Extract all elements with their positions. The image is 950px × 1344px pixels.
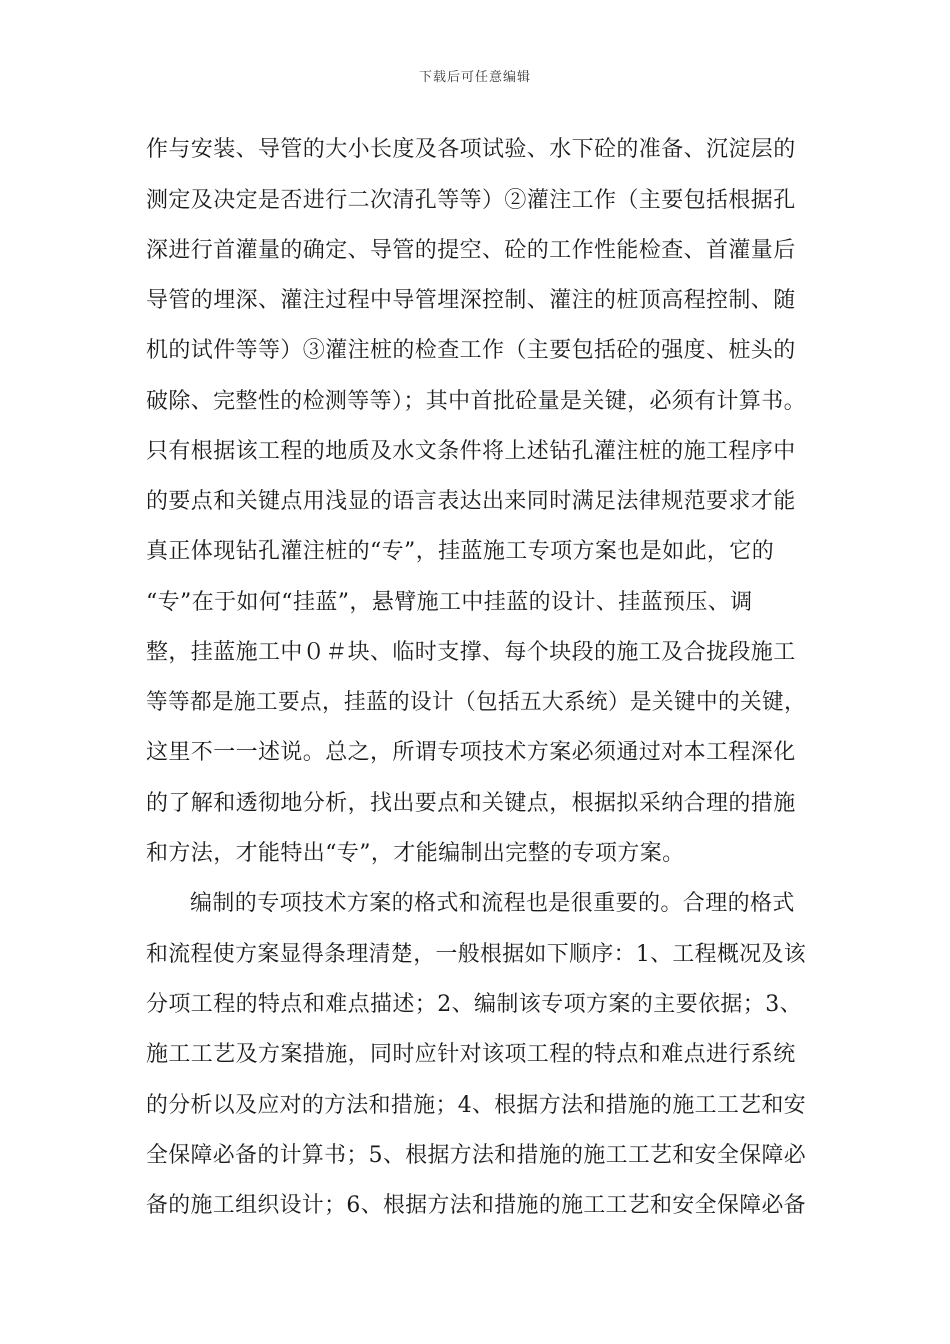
- page-header-note: 下载后可任意编辑: [418, 70, 531, 85]
- paragraph-1-line-14: 的了解和透彻地分析，找出要点和关键点，根据拟采纳合理的措施: [146, 791, 796, 816]
- paragraph-1-line-13: 这里不一一述说。总之，所谓专项技术方案必须通过对本工程深化: [146, 740, 796, 765]
- paragraph-1-line-9: 真正体现钻孔灌注桩的“专”，挂蓝施工专项方案也是如此，它的: [146, 539, 775, 564]
- paragraph-1-line-10: “专”在于如何“挂蓝”，悬臂施工中挂蓝的设计、挂蓝预压、调: [146, 590, 753, 615]
- paragraph-2-line-6: 全保障必备的计算书；5、根据方法和措施的施工工艺和安全保障必: [146, 1143, 807, 1168]
- paragraph-2-line-1: 编制的专项技术方案的格式和流程也是很重要的。合理的格式: [190, 891, 795, 916]
- paragraph-2-line-4: 施工工艺及方案措施，同时应针对该项工程的特点和难点进行系统: [146, 1042, 796, 1067]
- paragraph-1-line-1: 作与安装、导管的大小长度及各项试验、水下砼的准备、沉淀层的: [146, 137, 796, 162]
- paragraph-1-line-7: 只有根据该工程的地质及水文条件将上述钻孔灌注桩的施工程序中: [146, 439, 796, 464]
- paragraph-1-line-2: 测定及决定是否进行二次清孔等等）②灌注工作（主要包括根据孔: [146, 188, 796, 213]
- paragraph-2-line-7: 备的施工组织设计；6、根据方法和措施的施工工艺和安全保障必备: [146, 1193, 807, 1218]
- paragraph-1-line-6: 破除、完整性的检测等等）；其中首批砼量是关键，必须有计算书。: [146, 389, 807, 414]
- paragraph-1-line-4: 导管的埋深、灌注过程中导管埋深控制、灌注的桩顶高程控制、随: [146, 288, 796, 313]
- paragraph-1-line-5: 机的试件等等）③灌注桩的检查工作（主要包括砼的强度、桩头的: [146, 338, 796, 363]
- paragraph-2-line-5: 的分析以及应对的方法和措施；4、根据方法和措施的施工工艺和安: [146, 1093, 807, 1118]
- paragraph-1-line-12: 等等都是施工要点，挂蓝的设计（包括五大系统）是关键中的关键，: [146, 690, 806, 715]
- paragraph-1-line-3: 深进行首灌量的确定、导管的提空、砼的工作性能检查、首灌量后: [146, 238, 796, 263]
- paragraph-2-line-3: 分项工程的特点和难点描述；2、编制该专项方案的主要依据；3、: [146, 992, 802, 1017]
- paragraph-2-line-2: 和流程使方案显得条理清楚，一般根据如下顺序：1、工程概况及该: [146, 942, 807, 967]
- paragraph-1-line-15: 和方法，才能特出“专”，才能编制出完整的专项方案。: [146, 841, 685, 866]
- paragraph-1-line-11: 整，挂蓝施工中０＃块、临时支撑、每个块段的施工及合拢段施工: [146, 640, 796, 665]
- paragraph-1-line-8: 的要点和关键点用浅显的语言表达出来同时满足法律规范要求才能: [146, 489, 796, 514]
